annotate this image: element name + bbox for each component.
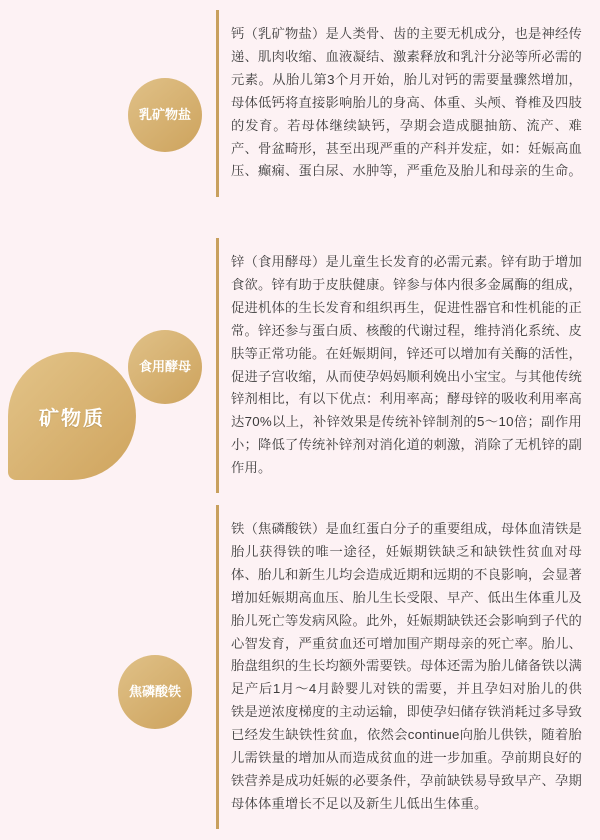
main-node-minerals[interactable] [8, 352, 136, 480]
description-text: 锌（食用酵母）是儿童生长发育的必需元素。锌有助于增加食欲。锌有助于皮肤健康。锌参与体内很多金属酶的组成，促进机体的生长发育和组织再生，促进性器官和性机能的正常。锌还参与蛋白质、核酸的代谢过程，维持消化系统、皮肤等正常功能。在妊娠期间，锌还可以增加有关酶的活性，促进子宫收缩，从而使孕妈妈顺利娩出小宝宝。与其他传统锌剂相比，有以下优点：利用率高；酵母锌的吸收利用率高达70%以上，补锌效果是传统补锌制剂的5～10倍；副作用小；降低了传统补锌剂对消化道的刺激，消除了无机锌的副作用。 [231, 254, 582, 476]
description-section-calcium [216, 10, 592, 197]
category-label: 焦磷酸铁 [128, 683, 181, 699]
description-text: 钙（乳矿物盐）是人类骨、齿的主要无机成分，也是神经传递、肌肉收缩、血液凝结、激素释放和乳汁分泌等所必需的元素。从胎儿第3个月开始，胎儿对钙的需要量骤然增加，母体低钙将直接影响胎儿的身高、体重、头颅、脊椎及四肢的发育。若母体继续缺钙，孕期会造成腿抽筋、流产、难产、骨盆畸形，甚至出现严重的产科并发症，如：妊娠高血压、癫痫、蛋白尿、水肿等，严重危及胎儿和母亲的生命。 [231, 26, 582, 179]
category-bubble-milk-mineral-salt[interactable] [128, 78, 202, 152]
main-node-label: 矿物质 [39, 407, 105, 430]
description-section-zinc [216, 238, 592, 493]
description-text: 铁（焦磷酸铁）是血红蛋白分子的重要组成，母体血清铁是胎儿获得铁的唯一途径，妊娠期铁缺乏和缺铁性贫血对母体、胎儿和新生儿均会造成近期和远期的不良影响，会显著增加妊娠期高血压、胎儿生长受限、早产、低出生体重儿及胎儿死亡等发病风险。此外，妊娠期缺铁还会影响到子代的心智发育，严重贫血还可增加围产期母亲的死亡率。胎儿、胎盘组织的生长均额外需要铁。母体还需为胎儿储备铁以满足产后1月～4月龄婴儿对铁的需要，并且孕妇对胎儿的供铁是逆浓度梯度的主动运输，即使孕妇储存铁消耗过多导致已经发生缺铁性贫血，依然会continue向胎儿供铁，随着胎儿需铁量的增加从而造成贫血的进一步加重。孕前期良好的铁营养是成功妊娠的必要条件，孕前缺铁易导致早产、孕期母体体重增长不足以及新生儿低出生体重。 [231, 521, 582, 811]
category-column [0, 0, 218, 840]
description-section-iron [216, 505, 592, 829]
category-bubble-edible-yeast[interactable] [128, 330, 202, 404]
category-bubble-ferric-pyrophosphate[interactable] [118, 655, 192, 729]
category-label: 乳矿物盐 [138, 106, 191, 122]
category-label: 食用酵母 [138, 358, 191, 374]
description-column [216, 0, 600, 840]
